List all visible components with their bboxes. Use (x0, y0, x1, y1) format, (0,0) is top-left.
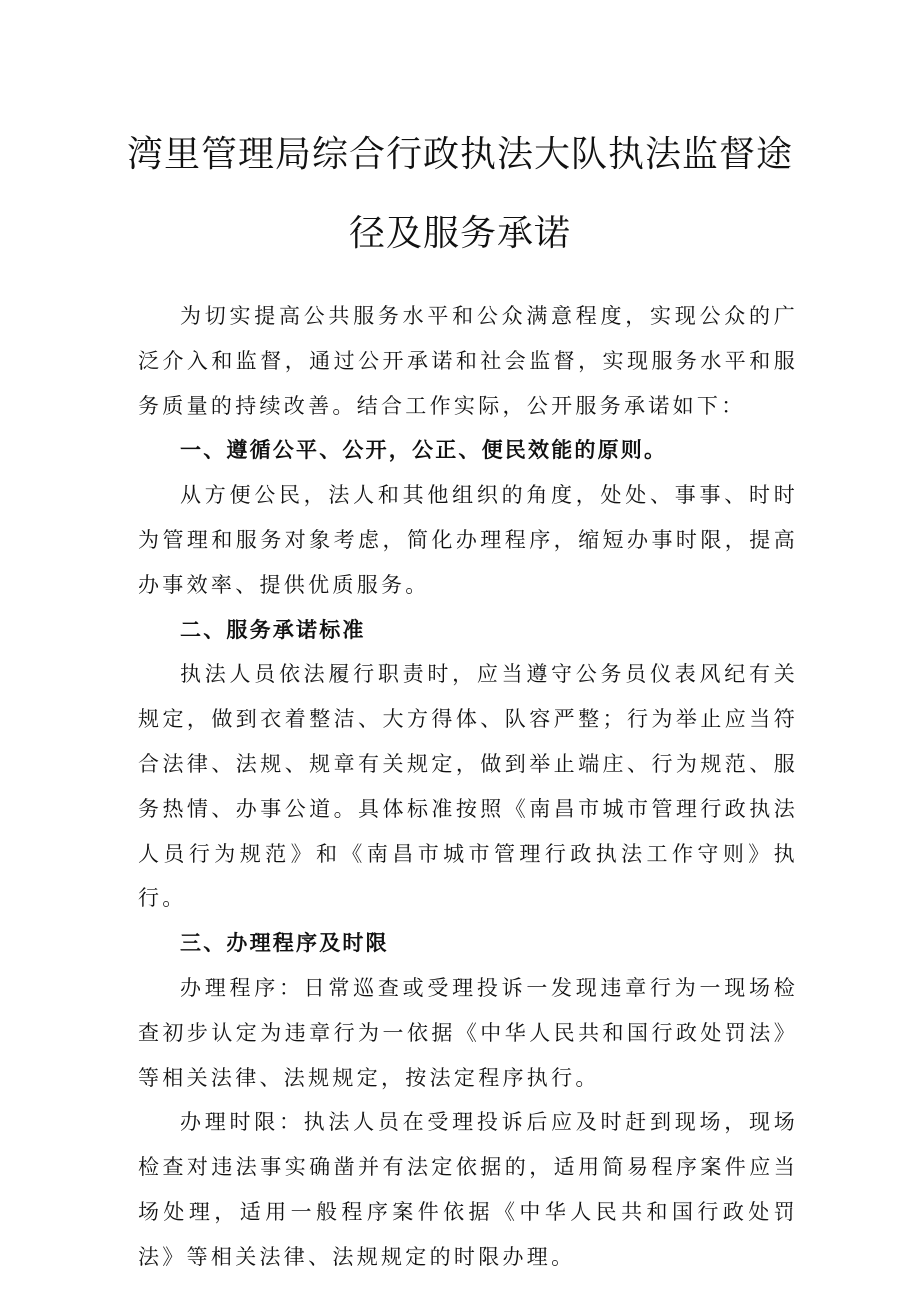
section-1-heading: 一、遵循公平、公开，公正、便民效能的原则。 (180, 437, 668, 463)
section-2-heading: 二、服务承诺标准 (180, 616, 366, 642)
intro-paragraph: 为切实提高公共服务水平和公众满意程度，实现公众的广泛介入和监督，通过公开承诺和社会监督，实现服务水平和服务质量的持续改善。结合工作实际，公开服务承诺如下： (138, 304, 798, 418)
section-3-procedure-paragraph: 办理程序：日常巡查或受理投诉一发现违章行为一现场检查初步认定为违章行为一依据《中华人民共和国行政处罚法》等相关法律、法规规定，按法定程序执行。 (138, 975, 798, 1090)
section-3-time-limit-paragraph: 办理时限：执法人员在受理投诉后应及时赶到现场，现场检查对违法事实确凿并有法定依据的，适用简易程序案件应当场处理，适用一般程序案件依据《中华人民共和国行政处罚法》等相关法律、法规规定的时限办理。 (138, 1110, 798, 1269)
section-2-paragraph: 执法人员依法履行职责时，应当遵守公务员仪表风纪有关规定，做到衣着整洁、大方得体、队容严整；行为举止应当符合法律、法规、规章有关规定，做到举止端庄、行为规范、服务热情、办事公道。具体标准按照《南昌市城市管理行政执法人员行为规范》和《南昌市城市管理行政执法工作守则》执行。 (138, 662, 798, 911)
document-body (138, 294, 798, 1280)
section-3-heading: 三、办理程序及时限 (180, 930, 389, 956)
document-title-line-1: 湾里管理局综合行政执法大队执法监督途 (126, 134, 793, 175)
document-title-line-2: 径及服务承诺 (348, 213, 571, 254)
section-1-paragraph: 从方便公民，法人和其他组织的角度，处处、事事、时时为管理和服务对象考虑，简化办理程序，缩短办事时限，提高办事效率、提供优质服务。 (138, 483, 798, 597)
